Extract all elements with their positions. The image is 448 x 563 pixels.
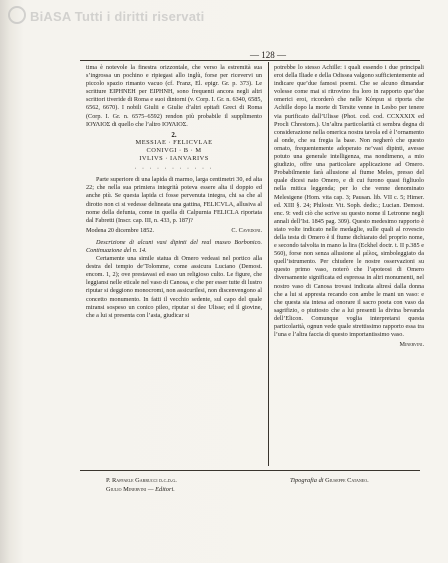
- paragraph: Certamente una simile statua di Omero vedeasi nel portico alla destra del tempio de’Tolomme, come assicura Luciano (Demost. encom. 1, 2); ove prestavasi ed esso un religioso culto. Le figure, che leggiansi nelle eticale nel vaso di Canosa, e che per esser tutte di lustro riputar si deggiono monocromi, non assicurilesi, non discenvengono al concetto monumento. In fatti il vecchio sedente, sul capo del quale miransi sospeso un conico pileo, riputar si dee Ulisse; ed il giovine, che a lui si presenta con l’asta, giudicar si: [86, 255, 262, 319]
- right-column: [274, 64, 424, 349]
- footer-printer: Tipografia di Giuseppe Cataneo.: [290, 477, 369, 484]
- inscription: [86, 131, 262, 163]
- inscription-line: MESSIAE · FELICVLAE: [135, 138, 213, 146]
- paragraph: Parte superiore di una lapida di marmo, larga centimetri 30, ed alta 22; che nella sua primiera integrità poteva essere alta il doppio ed anche più. Se questa lapida ci fosse pervenuta integra, chi sa che al dirotto non ci si vedesse delineata una gattina, FELICVLA, allusiva al nome della defunta, come in quella di Calpurnia FELICLA riportata dal Fabretti (Inscr. cap. III, n. 433, p. 187)?: [86, 176, 262, 224]
- footer-editor-line: P. Raffaele Garrucci d.c.d.g.: [106, 477, 177, 484]
- signature-author: Minervini.: [399, 341, 424, 349]
- paragraph: tima è notevole la finestra orizzontale, che verso la estremità sua s’ingrossa un pochino e ripiegasi allo inglù, forse per ricevervi un piccolo spazio rimanto vacuo (cf. Franz, El. epigr. Gr. p. 373). Le scritture EIPHNEH per EIPHNH, sono frequenti ancora negli altri scrittori tiveride di Roma e suoi dintorni (v. Corp. I. Gr. n. 6340, 6585, 6562, 6670). I nobili Giulii e Giulie d’altri epitafi Greci di Roma (Corp. I. Gr. n. 6575–6592) rendon più probabile il supplimento IΟΥΛΙΟΣ di quello che l’altro ΙΟΥΛΙΟΣ.: [86, 64, 262, 128]
- page-number: — 128 —: [250, 50, 286, 60]
- column-divider: [268, 62, 269, 466]
- left-column: [86, 64, 262, 320]
- header-rule: [80, 60, 420, 61]
- watermark-seal-icon: [8, 6, 26, 24]
- footer-editor-line: Giulio Minervini — Editori.: [106, 486, 175, 493]
- footer-rule: [80, 470, 420, 471]
- signature-place-date: Modena 20 dicembre 1852.: [86, 226, 155, 234]
- inscription-line: IVLIVS · IANVARIVS: [139, 155, 209, 163]
- watermark: BiASA Tutti i diritti riservati: [8, 6, 205, 24]
- inscription-number: 2.: [171, 130, 177, 139]
- footer-editors: [106, 476, 177, 494]
- inscription-lacuna: · · · · · · · · · · ·: [134, 166, 214, 173]
- article-heading: Descrizione di alcuni vasi dipinti del real museo Borbonico. Continuazione del n. 14.: [86, 238, 262, 254]
- inscription-line: CONIVGI · B · M: [146, 146, 202, 154]
- signature-author: C. Cavedoni.: [231, 226, 262, 234]
- signature-line: [86, 227, 262, 235]
- paragraph: potrebbe lo stesso Achille: i quali essendo i due principali eroi della Iliade e della Odissea valgono sufficientemente ad indicare que’due famosi poemi. Che se alcuno dimandar volesse come mai si ritrovino fra loro in rapporto que’due omerici eroi, ricorderò che nelle Kύπρια si riporta che Achille dopo la morte di Tersite venne in Lesbo per tenere via purificato dall’Ulisse (Phot. cod. cod. CCXXXIX ed Procli Chrestom.). Un’altra particolarità ci sembra degna di considerazione nella omerica nostra tavola ed è l’ornamento al onde, che su fregia la base. Non negherò che questo ornato, frequentemente adoperato ne’vasi dipinti, avesse potuto una generale intelligenza, ma nondimeno, a mio giudizio, offre una particolare applicazione ad Omero. Probabilmente farà allusione al fiume Meles, presso del quale dicesi nato Omero, e di cui furono quasi figliuolo nella mitica leggenda; per lo che venne denominato Melesigene (Hom. vita cap. 3; Pausan. lib. VII c. 5; Himer. ed. XIII §. 24; Philostr. Vit. Soph. dedic.; Lucian. Demost. enc. 9: vedi ciò che scrive su questo nome il Letronne negli annali dell’Ist. 1845 pag. 309). Questo medesimo rapporto è stato volte indicato nelle medaglie, sulle quali al rovescio della testa di Omero è il fiume dichiarato del proprio nome, e secondo talvolta in mano la lira (Eckhel doctr. t. II p.385 e 560), forse non senza allusione al μέλος, simboleggiato da quell’istrumento. Per chiudere le nostre osservazioni su questo primo vaso, noterò che l’apoteosi di Omero diversamente significata ed espressa in altri monumenti, nel nostro vaso di Canosa trovasi indicata altresì dalla donna che a lui si appresta recando con ambe le mani un vaso: e che questa sia intesa ad onorare il sacro poeta con vaso da sagrifizio, o piuttosto che a lui presenti la divina bevanda dell’Elicon. Comunque voglia interpretarsi questa particolarità, ognun vede quale strettissimo rapporto essa tra l’una e l’altra faccia di questo importantissimo vaso.: [274, 64, 424, 339]
